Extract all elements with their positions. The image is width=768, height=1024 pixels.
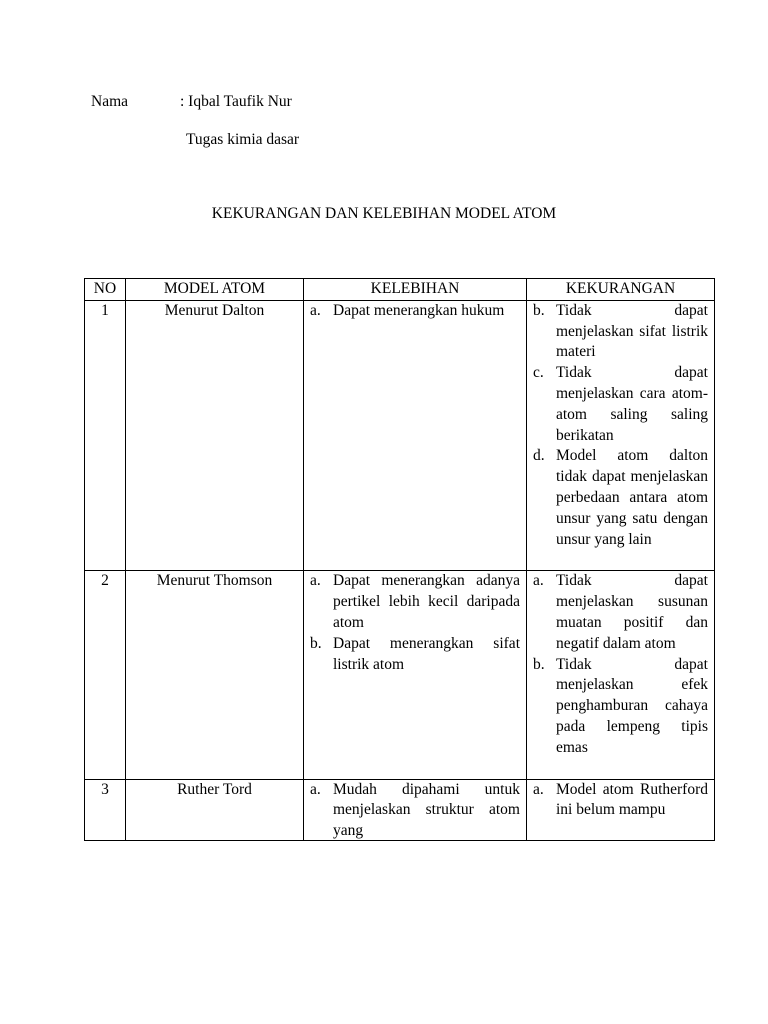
row-kelebihan <box>304 779 527 840</box>
row-model: Menurut Thomson <box>126 571 304 779</box>
list-text: Dapat menerangkan adanya pertikel lebih kecil daripada atom <box>333 572 520 631</box>
list-marker: a. <box>310 301 321 319</box>
column-header-kekurangan: KEKURANGAN <box>527 279 715 301</box>
list-marker: d. <box>533 447 545 465</box>
list-text: Tidak dapat menjelaskan susunan muatan positif dan negatif dalam atom <box>556 572 708 652</box>
page-title: KEKURANGAN DAN KELEBIHAN MODEL ATOM <box>211 205 557 222</box>
list-item <box>310 571 520 633</box>
name-value: : Iqbal Taufik Nur <box>180 93 292 110</box>
list-marker: b. <box>533 301 545 319</box>
column-header-no: NO <box>85 279 126 301</box>
row-kekurangan <box>527 779 715 840</box>
row-model: Ruther Tord <box>126 779 304 840</box>
list-marker: a. <box>310 780 321 798</box>
list-text: Dapat menerangkan hukum <box>333 301 505 319</box>
list-item <box>310 301 520 322</box>
list-item <box>310 634 520 676</box>
row-kelebihan <box>304 571 527 779</box>
list-item <box>533 655 708 759</box>
list-marker: a. <box>533 780 544 798</box>
row-number: 1 <box>85 300 126 571</box>
column-header-model: MODEL ATOM <box>126 279 304 301</box>
row-kekurangan <box>527 571 715 779</box>
subtitle: Tugas kimia dasar <box>186 131 300 148</box>
row-kekurangan <box>527 300 715 571</box>
list-text: Dapat menerangkan sifat listrik atom <box>333 634 520 673</box>
list-text: Mudah dipahami untuk menjelaskan struktur atom yang <box>333 780 520 840</box>
atom-model-table <box>84 278 715 841</box>
table-row <box>85 779 715 840</box>
row-number: 2 <box>85 571 126 779</box>
list-marker: a. <box>310 572 321 590</box>
list-text: Tidak dapat menjelaskan cara atom-atom saling saling berikatan <box>556 364 708 444</box>
row-kelebihan <box>304 300 527 571</box>
list-item <box>533 446 708 550</box>
list-text: Model atom dalton tidak dapat menjelaskan perbedaan antara atom unsur yang satu dengan unsur yang lain <box>556 447 708 548</box>
column-header-kelebihan: KELEBIHAN <box>304 279 527 301</box>
list-item <box>533 571 708 654</box>
list-marker: b. <box>310 634 322 652</box>
list-item <box>533 780 708 822</box>
list-item <box>533 363 708 446</box>
row-number: 3 <box>85 779 126 840</box>
table-header-row <box>85 279 715 301</box>
list-text: Model atom Rutherford ini belum mampu <box>556 780 708 819</box>
table-row <box>85 300 715 571</box>
row-model: Menurut Dalton <box>126 300 304 571</box>
list-marker: a. <box>533 572 544 590</box>
list-marker: b. <box>533 655 545 673</box>
list-text: Tidak dapat menjelaskan efek penghamburan cahaya pada lempeng tipis emas <box>556 655 708 756</box>
name-label: Nama <box>91 93 129 110</box>
table-row <box>85 571 715 779</box>
list-marker: c. <box>533 364 544 382</box>
list-text: Tidak dapat menjelaskan sifat listrik materi <box>556 301 708 361</box>
list-item <box>310 780 520 840</box>
list-item <box>533 301 708 363</box>
